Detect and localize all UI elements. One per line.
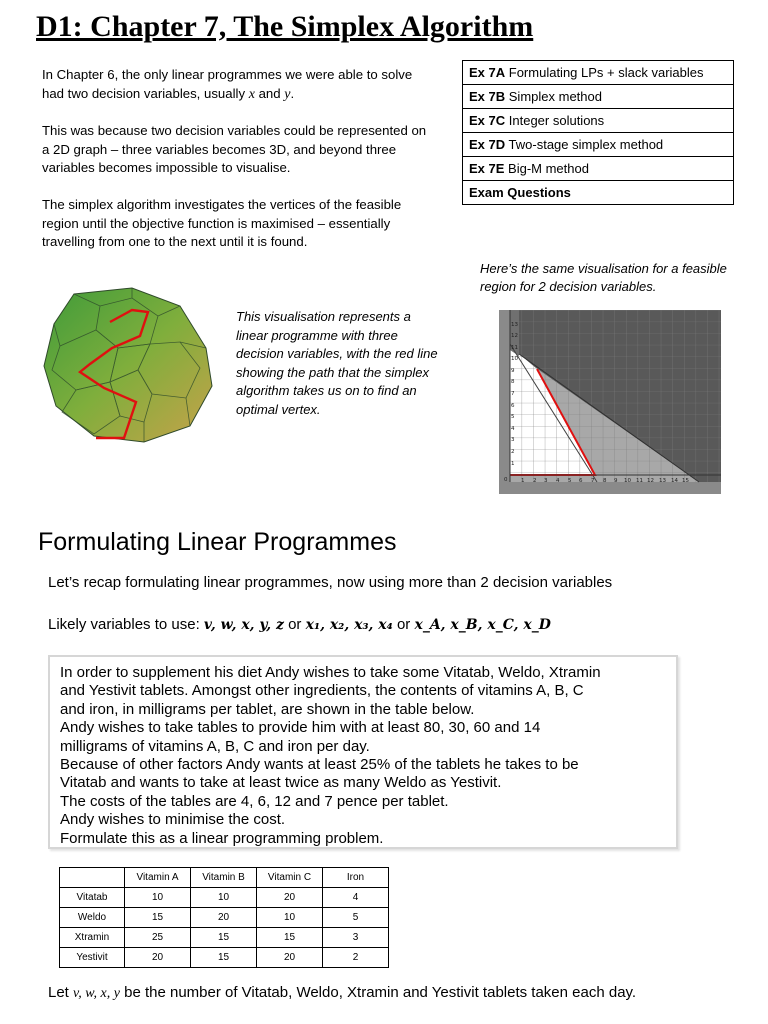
- y-tick-label: 10: [511, 356, 518, 362]
- problem-line: Because of other factors Andy wants at least 25% of the tablets he takes to be: [60, 756, 579, 774]
- origin-label: 0: [504, 477, 508, 483]
- variable-definition: Let v, w, x, y be the number of Vitatab, Weldo, Xtramin and Yestivit tablets taken each day.: [48, 984, 637, 1001]
- intro-paragraph-2: This was because two decision variables could be represented on a 2D graph – three variables becomes 3D, and beyond three variables becomes impossible to visualise.: [42, 123, 427, 176]
- toc-row[interactable]: Ex 7A Formulating LPs + slack variables: [463, 61, 734, 85]
- x-tick-label: 11: [636, 478, 643, 484]
- contents-table: [462, 60, 734, 205]
- variable-set-2: x₁, x₂, x₃, x₄: [305, 617, 393, 633]
- table-row: Weldo 15 20 10 5: [60, 908, 389, 928]
- x-tick-label: 7: [591, 478, 595, 484]
- graph-caption: Here’s the same visualisation for a feasible region for 2 decision variables.: [480, 261, 727, 294]
- y-tick-label: 13: [511, 322, 518, 328]
- y-tick-label: 1: [511, 461, 515, 467]
- y-tick-label: 12: [511, 333, 518, 339]
- table-row: Yestivit 20 15 20 2: [60, 948, 389, 968]
- x-tick-label: 2: [533, 478, 537, 484]
- toc-row[interactable]: Ex 7E Big-M method: [463, 157, 734, 181]
- x-tick-label: 1: [521, 478, 525, 484]
- x-tick-label: 15: [682, 478, 689, 484]
- problem-line: and iron, in milligrams per tablet, are shown in the table below.: [60, 700, 475, 718]
- y-tick-label: 3: [511, 437, 515, 443]
- vitamin-table: [59, 867, 389, 968]
- problem-line: The costs of the tables are 4, 6, 12 and 7 pence per tablet.: [60, 792, 449, 810]
- problem-line: In order to supplement his diet Andy wishes to take some Vitatab, Weldo, Xtramin: [60, 664, 601, 681]
- problem-line: milligrams of vitamins A, B, C and iron per day.: [60, 737, 370, 755]
- toc-row[interactable]: Ex 7C Integer solutions: [463, 109, 734, 133]
- polyhedron-caption: This visualisation represents a linear programme with three decision variables, with the red line showing the path that the simplex algorithm takes us on to find an optimal vertex.: [236, 309, 438, 417]
- intro-paragraph-3: The simplex algorithm investigates the vertices of the feasible region until the objective function is maximised – essentially travelling from one to the next until it is found.: [42, 196, 402, 250]
- problem-line: Formulate this as a linear programming problem.: [60, 829, 384, 847]
- page-title: D1: Chapter 7, The Simplex Algorithm: [36, 10, 534, 43]
- intro-text: [42, 66, 437, 270]
- y-tick-label: 8: [511, 379, 515, 385]
- table-row: Xtramin 25 15 15 3: [60, 928, 389, 948]
- x-tick-label: 3: [544, 478, 548, 484]
- x-tick-label: 12: [647, 478, 654, 484]
- y-tick-label: 7: [511, 391, 515, 397]
- y-tick-label: 4: [511, 426, 515, 432]
- y-tick-label: 11: [511, 345, 518, 351]
- x-tick-label: 9: [614, 478, 618, 484]
- toc-row[interactable]: Ex 7B Simplex method: [463, 85, 734, 109]
- intro-paragraph-1: In Chapter 6, the only linear programmes we were able to solve had two decision variables, usually x and y.: [42, 67, 413, 102]
- table-header-row: Vitamin A Vitamin B Vitamin C Iron: [60, 868, 389, 888]
- table-row: Vitatab 10 10 20 4: [60, 888, 389, 908]
- x-tick-label: 4: [556, 478, 560, 484]
- polyhedron-illustration: [40, 286, 220, 446]
- section-heading: Formulating Linear Programmes: [38, 528, 397, 556]
- y-tick-label: 6: [511, 403, 515, 409]
- problem-line: Andy wishes to minimise the cost.: [60, 811, 286, 829]
- problem-box: [48, 655, 678, 849]
- x-tick-label: 13: [659, 478, 666, 484]
- x-tick-label: 8: [603, 478, 607, 484]
- variable-set-1: v, w, x, y, z: [203, 617, 284, 633]
- problem-line: and Yestivit tablets. Amongst other ingredients, the contents of vitamins A, B, C: [60, 682, 584, 700]
- variable-set-3: x_A, x_B, x_C, x_D: [414, 617, 551, 633]
- feasible-region-graph: [499, 310, 721, 494]
- likely-variables: Likely variables to use: v, w, x, y, z or x₁, x₂, x₃, x₄ or x_A, x_B, x_C, x_D: [48, 616, 551, 633]
- toc-row[interactable]: Ex 7D Two-stage simplex method: [463, 133, 734, 157]
- x-tick-label: 6: [579, 478, 583, 484]
- problem-line: Vitatab and wants to take at least twice as many Weldo as Yestivit.: [60, 774, 502, 792]
- x-tick-label: 10: [624, 478, 631, 484]
- recap-text: Let’s recap formulating linear programmes, now using more than 2 decision variables: [48, 574, 613, 591]
- problem-line: Andy wishes to take tables to provide him with at least 80, 30, 60 and 14: [60, 719, 541, 737]
- toc-row[interactable]: Exam Questions: [463, 181, 734, 205]
- x-tick-label: 5: [568, 478, 572, 484]
- x-tick-label: 14: [671, 478, 678, 484]
- y-tick-label: 2: [511, 449, 515, 455]
- y-tick-label: 5: [511, 414, 515, 420]
- y-tick-label: 9: [511, 368, 515, 374]
